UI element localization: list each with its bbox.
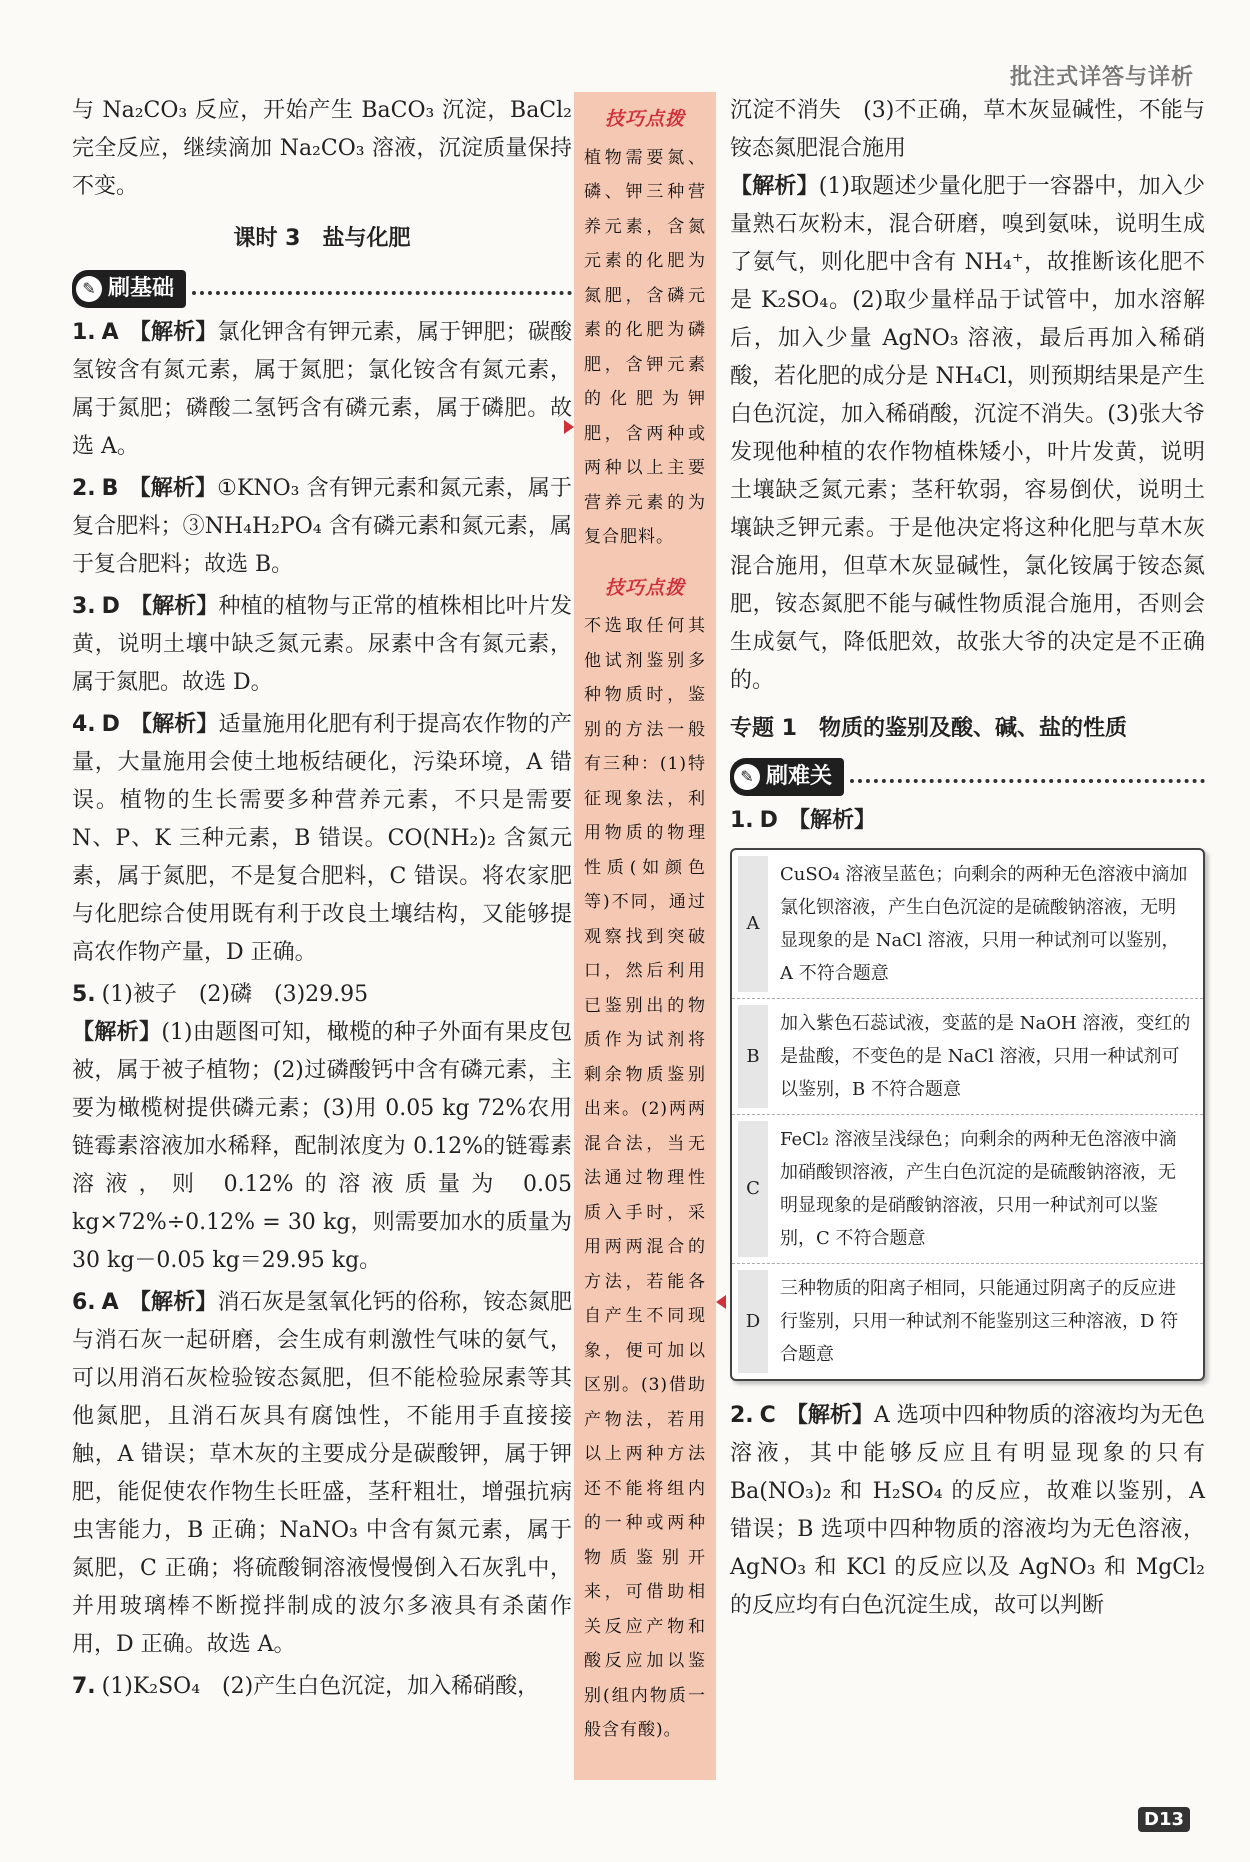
badge-label: 刷基础	[108, 276, 175, 301]
question-3	[72, 588, 572, 702]
question-5	[72, 976, 572, 1280]
question-6	[72, 1284, 572, 1664]
question-number: 2.	[72, 476, 96, 501]
question-2	[72, 470, 572, 584]
question-7	[72, 1668, 572, 1706]
analysis-text: (1)取题述少量化肥于一容器中，加入少量熟石灰粉末，混合研磨，嗅到氨味，说明生成了氨气，则化肥中含有 NH₄⁺，故推断该化肥不是 K₂SO₄。(2)取少量样品于试管中，加水溶解后，加入少量 AgNO₃ 溶液，最后再加入稀硝酸，若化肥的成分是 NH₄Cl，则预期结果是产生白色沉淀，加入稀硝酸，沉淀不消失。(3)张大爷发现他种植的农作物植株矮小，叶片发黄，说明土壤缺乏氮元素；茎秆软弱，容易倒伏，说明土壤缺乏钾元素。于是他决定将这种化肥与草木灰混合施用，但草木灰显碱性，氯化铵属于铵态氮肥，铵态氮肥不能与碱性物质混合施用，否则会生成氨气，降低肥效，故张大爷的决定是不正确的。	[730, 174, 1205, 693]
badge-label: 刷难关	[766, 764, 833, 789]
topic-title: 专题 1 物质的鉴别及酸、碱、盐的性质	[730, 716, 1127, 741]
answer-letter: D	[101, 594, 120, 619]
brush-icon: ✎	[734, 764, 760, 790]
tip-pointer-icon	[564, 420, 574, 434]
page-header: 批注式详答与详析	[1009, 65, 1194, 90]
answer-letter: C	[759, 1403, 776, 1428]
question-number: 1.	[72, 320, 96, 345]
table-row	[732, 999, 1203, 1115]
question-number: 5.	[72, 982, 96, 1007]
option-analysis: 加入紫色石蕊试液，变蓝的是 NaOH 溶液，变红的是盐酸，不变色的是 NaCl 溶液，只用一种试剂可以鉴别，B 不符合题意	[780, 1013, 1191, 1100]
q7-analysis	[730, 168, 1205, 700]
tip-text-1: 植物需要氮、磷、钾三种营养元素，含氮元素的化肥为氮肥，含磷元素的化肥为磷肥，含钾元素的化肥为钾肥，含两种或两种以上主要营养元素的为复合肥料。	[584, 147, 706, 547]
answer-text: (1)K₂SO₄ (2)产生白色沉淀，加入稀硝酸，	[101, 1674, 540, 1699]
option-key: B	[738, 1005, 768, 1108]
section-badge-row	[730, 758, 1205, 796]
table-row	[732, 1264, 1203, 1379]
tip-pointer-icon	[716, 1295, 726, 1309]
question-4	[72, 706, 572, 972]
lesson-title: 课时 3 盐与化肥	[233, 226, 411, 251]
analysis-tag: 【解析】	[787, 808, 876, 833]
question-number: 2.	[730, 1403, 754, 1428]
answer-letter: D	[101, 712, 120, 737]
page-number: D13	[1138, 1807, 1190, 1832]
question-number: 3.	[72, 594, 96, 619]
brush-icon: ✎	[76, 276, 102, 302]
analysis-text: ①KNO₃ 含有钾元素和氮元素，属于复合肥料；③NH₄H₂PO₄ 含有磷元素和氮元素，属于复合肥料；故选 B。	[72, 476, 572, 577]
table-row	[732, 850, 1203, 999]
question-number: 7.	[72, 1674, 96, 1699]
section-badge-row	[72, 270, 572, 308]
option-analysis: CuSO₄ 溶液呈蓝色；向剩余的两种无色溶液中滴加氯化钡溶液，产生白色沉淀的是硫酸钠溶液，无明显现象的是 NaCl 溶液，只用一种试剂可以鉴别，A 不符合题意	[780, 864, 1188, 984]
question-r2	[730, 1397, 1205, 1625]
section-badge	[730, 758, 844, 796]
analysis-tag: 【解析】	[129, 594, 219, 619]
option-analysis: FeCl₂ 溶液呈浅绿色；向剩余的两种无色溶液中滴加硝酸钡溶液，产生白色沉淀的是硫酸钠溶液，无明显现象的是硝酸钠溶液，只用一种试剂可以鉴别，C 不符合题意	[780, 1129, 1177, 1249]
analysis-tag: 【解析】	[128, 320, 218, 345]
analysis-tag: 【解析】	[785, 1403, 874, 1428]
tip-text-2: 不选取任何其他试剂鉴别多种物质时，鉴别的方法一般有三种：(1)特征现象法，利用物质的物理性质(如颜色等)不同，通过观察找到突破口，然后利用已鉴别出的物质作为试剂将剩余物质鉴别出来。(2)两两混合法，当无法通过物理性质入手时，采用两两混合的方法，若能各自产生不同现象，便可加以区别。(3)借助产物法，若用以上两种方法还不能将组内的一种或两种物质鉴别开来，可借助相关反应产物和酸反应加以鉴别(组内物质一般含有酸)。	[584, 616, 706, 1740]
analysis-table	[730, 848, 1205, 1381]
right-column	[730, 92, 1205, 1629]
option-analysis: 三种物质的阳离子相同，只能通过阴离子的反应进行鉴别，只用一种试剂不能鉴别这三种溶液，D 符合题意	[780, 1278, 1179, 1365]
analysis-text: (1)由题图可知，橄榄的种子外面有果皮包被，属于被子植物；(2)过磷酸钙中含有磷元素，主要为橄榄树提供磷元素；(3)用 0.05 kg 72%农用链霉素溶液加水稀释，配制浓度为 0.12%的链霉素溶液，则 0.12%的溶液质量为 0.05 kg×72%÷0.12% = 30 kg，则需要加水的质量为 30 kg－0.05 kg＝29.95 kg。	[72, 1020, 572, 1273]
question-number: 4.	[72, 712, 96, 737]
question-r1	[730, 802, 1205, 840]
analysis-tag: 【解析】	[730, 174, 819, 199]
tip-title-1: 技巧点拨	[604, 108, 685, 130]
table-row	[732, 1115, 1203, 1264]
analysis-text: A 选项中四种物质的溶液均为无色溶液，其中能够反应且有明显现象的只有 Ba(NO₃)₂ 和 H₂SO₄ 的反应，故难以鉴别，A 错误；B 选项中四种物质的溶液均为无色溶液，AgNO₃ 和 KCl 的反应以及 AgNO₃ 和 MgCl₂ 的反应均有白色沉淀生成，故可以判断	[730, 1403, 1205, 1618]
analysis-text: 种植的植物与正常的植株相比叶片发黄，说明土壤中缺乏氮元素。尿素中含有氮元素，属于氮肥。故选 D。	[72, 594, 572, 695]
answer-letter: A	[101, 1290, 119, 1315]
analysis-tag: 【解析】	[72, 1020, 162, 1045]
q7-continuation: 沉淀不消失 (3)不正确，草木灰显碱性，不能与铵态氮肥混合施用	[730, 98, 1205, 161]
left-column	[72, 92, 572, 1710]
analysis-tag: 【解析】	[129, 712, 219, 737]
analysis-text: 消石灰是氢氧化钙的俗称，铵态氮肥与消石灰一起研磨，会生成有刺激性气味的氨气，可以用消石灰检验铵态氮肥，但不能检验尿素等其他氮肥，且消石灰具有腐蚀性，不能用手直接接触，A 错误；草木灰的主要成分是碳酸钾，属于钾肥，能促使农作物生长旺盛，茎秆粗壮，增强抗病虫害能力，B 正确；NaNO₃ 中含有氮元素，属于氮肥，C 正确；将硫酸铜溶液慢慢倒入石灰乳中，并用玻璃棒不断搅拌制成的波尔多液具有杀菌作用，D 正确。故选 A。	[72, 1290, 572, 1657]
answer-text: (1)被子 (2)磷 (3)29.95	[101, 982, 369, 1007]
section-badge	[72, 270, 186, 308]
dotted-divider	[192, 291, 572, 295]
question-1	[72, 314, 572, 466]
analysis-tag: 【解析】	[128, 476, 218, 501]
dotted-divider	[850, 779, 1205, 783]
intro-text: 与 Na₂CO₃ 反应，开始产生 BaCO₃ 沉淀，BaCl₂ 完全反应，继续滴加 Na₂CO₃ 溶液，沉淀质量保持不变。	[72, 98, 572, 199]
tip-title-2: 技巧点拨	[604, 576, 685, 599]
tips-sidebar	[574, 92, 716, 1780]
question-number: 6.	[72, 1290, 96, 1315]
answer-letter: B	[101, 476, 119, 501]
question-number: 1.	[730, 808, 754, 833]
option-key: C	[738, 1121, 768, 1257]
answer-letter: A	[101, 320, 119, 345]
analysis-text: 氯化钾含有钾元素，属于钾肥；碳酸氢铵含有氮元素，属于氮肥；氯化铵含有氮元素，属于氮肥；磷酸二氢钙含有磷元素，属于磷肥。故选 A。	[72, 320, 572, 459]
analysis-tag: 【解析】	[128, 1290, 218, 1315]
option-key: A	[738, 856, 768, 992]
option-key: D	[738, 1270, 768, 1373]
analysis-text: 适量施用化肥有利于提高农作物的产量，大量施用会使土地板结硬化，污染环境，A 错误。植物的生长需要多种营养元素，不只是需要 N、P、K 三种元素，B 错误。CO(NH₂)₂ 含氮元素，属于氮肥，不是复合肥料，C 错误。将农家肥与化肥综合使用既有利于改良土壤结构，又能够提高农作物产量，D 正确。	[72, 712, 572, 965]
answer-letter: D	[759, 808, 778, 833]
